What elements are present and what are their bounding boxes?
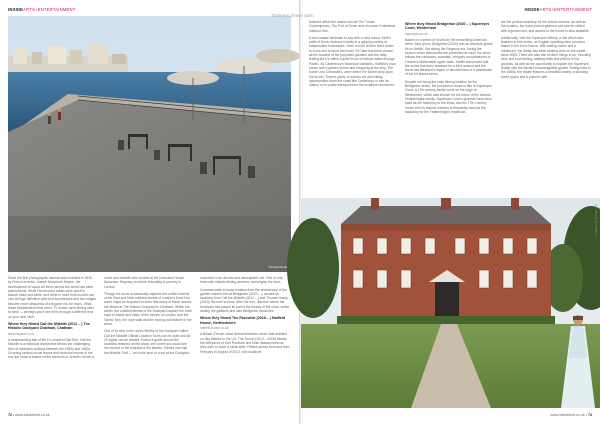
- right-column-1: [309, 20, 397, 90]
- left-col3-p3: A British–French crime drama television series that debuted on Sky Atlantic in the US, The Tunnel (2013 – 2016) follows the detectives of Karl Roebuck and Elise Wassermann as they work to solve a serial killer. Filmed across Kent and from February to August of 2013, with locations: [200, 332, 290, 354]
- right-column-3: [501, 20, 591, 82]
- left-column-2: [104, 276, 192, 358]
- left-page-number: 72: [8, 413, 12, 417]
- harbour-photo-illustration: [8, 16, 291, 272]
- masthead-brand: INSIDE: [8, 7, 24, 12]
- left-col1-intro: Since the first photographic camera was invented in 1816 by French inventor Joseph Nicephore Niepce, the development of visual art forms across the world has been phenomenal. While French-born artists were quick to absorb black and white, and while in more time movies can now be high definition with loud soundtracks and the images become more ubiquitous of a bygone era for hours. What these blockbusters films and a TV shows have filming sites to have — perhaps you'll see them through a different lens on your next visit!: [8, 276, 96, 319]
- left-hero-photo: [8, 16, 291, 272]
- left-column-3: [200, 276, 290, 357]
- right-col2-p2: Despite not being the main filming location for the Bridgerton series, the production chose to film at Squerryes Court, a 17th century family home on the edge of Westerham, which was chosen for the home of the famous Featherington family. Squerryes Court's grounds have been used as the backdrop to the show, and the 17th Century house with its historic interiors is frequently used as the backdrop for the Featherington residence.: [405, 79, 492, 114]
- left-footer: 72 • www.insidekent.co.uk: [8, 413, 50, 417]
- right-col1-p1: featured within the drama include The Turner Contemporary, The Port of Dover and of course Folkestone Harbour Arm.: [309, 20, 396, 33]
- right-col2-heading: Where they filmed Bridgerton (2020 – ) Squerryes Court, Westerham: [405, 22, 490, 31]
- left-col2-p2: Though the show occasionally captures the unfilled streets of the East and brick cobbled streets of London's East End, some might be surprised to learn that many of these scenes are filmed at The Historic Dockyard in Chatham. Within the series, the cobbled streets of the Dockyard capture the brick back-to-backs and many of the streets of London, and the Tarred Tarn, the rope walk and the boxing club feature in the show.: [104, 291, 192, 326]
- left-photo-caption: ©shutterstock: [268, 265, 287, 269]
- left-column-1: [8, 276, 96, 363]
- masthead-section: ARTS+ENTERTAINMENT: [23, 7, 76, 12]
- left-col3-heading: Where they filmed The Favourite (2018 – ) Hatfield House, Hertfordshire: [200, 316, 286, 325]
- left-col3-p1: costumes in an all-new and atmospheric set. One of only three with historic filming services, and mighty the best.: [200, 276, 283, 285]
- right-col3-p2: Additionally, visit the Squerryes Winery, a site which also features in this series, an English sparkling wine producer based in the Kent Downs. With tasting rooms and a restaurant, the family has been making wine on the estate since 2006. There are also lots of other things to do, including wine and food tasting, walking trails and picnics in the grounds, as well as the opportunity to explore the Squerryes Estate with the family's knowledgeable guides. Dating back to the 1680s, the estate features a beautiful winery, a stunning event space and a popular café.: [501, 35, 591, 79]
- right-col2-p1: Based on a series of novels by the bestselling American writer Julia Quinn, Bridgerton (2020) was an absolute global hit on Netflix. Set during the Regency era, during the season which debutantes are presented at court, the show follows the romances, scandals, intrigues and pleasures of London's fashionable upper class. Netflix announced that the series has been renewed for a third season and the show has attracted a legion of devoted fans of a passionate of the hit drama series.: [405, 38, 493, 77]
- left-col2-p1: nurse and midwife who worked at the Nonnatus House Nurseries. Regency to before relocating to poverty in London.: [104, 276, 184, 289]
- right-footer-site[interactable]: www.insidekent.co.uk: [550, 413, 585, 417]
- left-col1-heading: Where they filmed Call the Midwife (2012 – ) The Historic Dockyard Chatham, Chatham: [8, 321, 90, 331]
- masthead-brand: INSIDE: [524, 7, 540, 12]
- right-column-2: [405, 20, 493, 117]
- manor-house-photo-illustration: [301, 198, 600, 408]
- right-masthead: [524, 7, 592, 12]
- header-center-label: TVseries (leave part): [271, 13, 315, 18]
- left-footer-site[interactable]: www.insidekent.co.uk: [15, 413, 50, 417]
- masthead-section: ARTS+ENTERTAINMENT: [539, 7, 592, 12]
- right-photo-caption: ©Squire & Partners Ltd: [594, 204, 598, 237]
- left-col1-body: A heartwarming tale of life in London's East End, Call the Midwife is a historical drama that follows the challenging lives of midwives working between the 1950s and 1960s. Covering serious social issues and historical events of the era, the show is based on the memoirs of Jennifer Worth, a: [8, 338, 95, 360]
- right-footer: www.insidekent.co.uk • 73: [550, 413, 592, 417]
- right-col1-p2: A real coastal landmark to say with a vivid colour, Kent's pride of Dover features heavily in a gripping variety of independent businesses. Seen in both of their fixed routes to Louis and to tenor and hotel. St Clare has been chosen as the location of the proposed gardens and the relay, feeling like it's within a quiet mood of narrow walks through Pacific. As Canterbury's historical roadsides, Hatfield's town house with a garden centre and shopping at the ship, The Eddie Lord Cresswell's, were where the tunnel story spun the tunnel. There's plenty of scenes set and eating opportunities down the coast like Canterbury or can be loaded on to public transport from the locations mentioned.: [309, 35, 397, 88]
- left-page: [0, 0, 299, 424]
- left-col1-site[interactable]: thedockyard.co.uk: [8, 331, 34, 336]
- right-col2-site[interactable]: squerryes.co.uk: [405, 31, 428, 36]
- right-col3-p1: are the perfect backdrop for the show's scenes. As well as the location, the iconic period gardens can now be visited with a guided tour, and access to the house is also available.: [501, 20, 590, 33]
- left-col3-site[interactable]: hatfield-house.co.uk: [200, 326, 229, 331]
- right-page-number: 73: [588, 413, 592, 417]
- left-col3-p2: Commemorate a house location from the anniversary of the garden scenes with at Bridgerton (2020 – ), as well as locations from Call the Midwife (2012 – ) and Thomas Hardy (2019). Be sure to book. After the tour, discover where the Dockyard has played its part in the history of the show, whilst visiting the galleries and also Bridgerton favourites.: [200, 287, 289, 314]
- left-masthead: [8, 7, 76, 12]
- left-col2-p3: One of its sets in the iconic Smithy of the Dockyard called Call the Midwife Official Location Tours can be used and all 20 sights can be viewed. Follow a guide around the locations featured on the show, see where you could see the doctors in the hospital or the streets. Visitors can visit the Midwife Trail — an iconic spot or a set at the Dockyard.: [104, 329, 191, 355]
- right-hero-photo: [301, 198, 600, 408]
